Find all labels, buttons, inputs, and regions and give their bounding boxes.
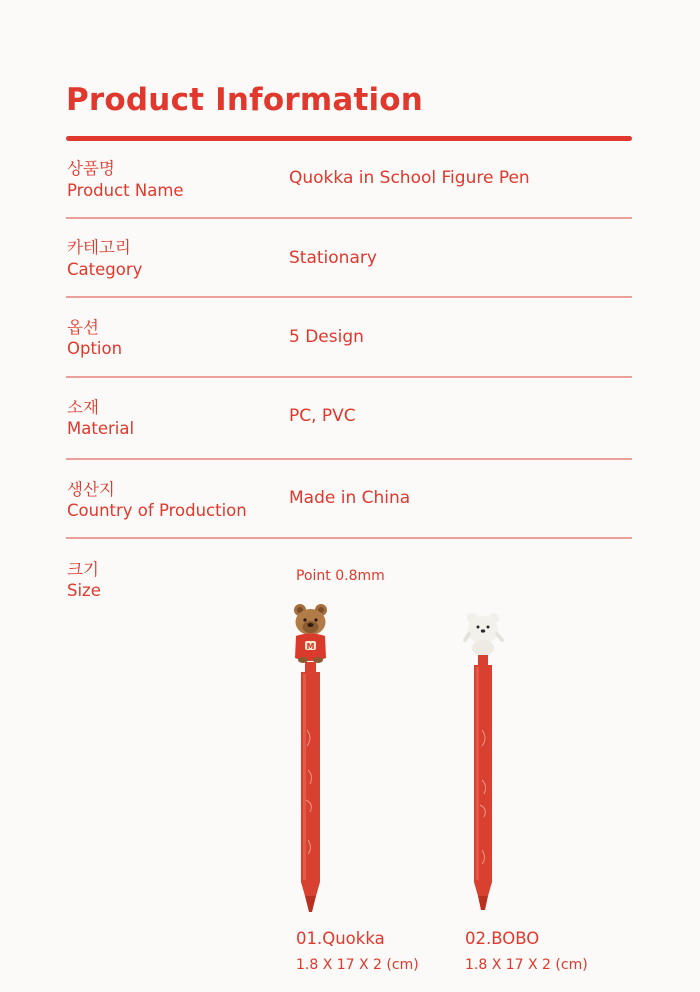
label-english: Product Name (67, 181, 184, 200)
label-korean: 생산지 (67, 480, 115, 499)
point-size-label: Point 0.8mm (296, 568, 385, 584)
row-divider (66, 296, 632, 298)
value-text: PC, PVC (289, 406, 356, 426)
label-korean: 카테고리 (67, 238, 131, 257)
label-english: Size (67, 581, 101, 600)
label-korean: 상품명 (67, 159, 115, 178)
quokka-pen-image (286, 600, 336, 915)
label-english: Country of Production (67, 501, 247, 520)
value-text: Stationary (289, 248, 377, 268)
value-text: 5 Design (289, 327, 364, 347)
label-english: Option (67, 339, 123, 358)
pen-dimensions-bobo: 1.8 X 17 X 2 (cm) (465, 957, 588, 973)
row-divider (66, 376, 632, 378)
row-divider (66, 458, 632, 460)
row-divider (66, 537, 632, 539)
pen-name-quokka: 01.Quokka (296, 929, 385, 948)
pen-dimensions-quokka: 1.8 X 17 X 2 (cm) (296, 957, 419, 973)
row-divider (66, 217, 632, 219)
label-english: Category (67, 260, 143, 279)
title-divider (66, 136, 632, 141)
label-korean: 옵션 (67, 318, 99, 337)
quokka-figure-icon (294, 604, 327, 663)
value-text: Quokka in School Figure Pen (289, 168, 530, 188)
value-text: Made in China (289, 488, 411, 508)
svg-text:M: M (306, 642, 315, 651)
page-title: Product Information (66, 82, 424, 118)
label-korean: 크기 (67, 560, 99, 579)
bobo-pen-image (460, 600, 510, 915)
label-english: Material (67, 419, 135, 438)
pen-name-bobo: 02.BOBO (465, 929, 540, 948)
bear-figure-icon (465, 613, 502, 656)
label-korean: 소재 (67, 398, 99, 417)
